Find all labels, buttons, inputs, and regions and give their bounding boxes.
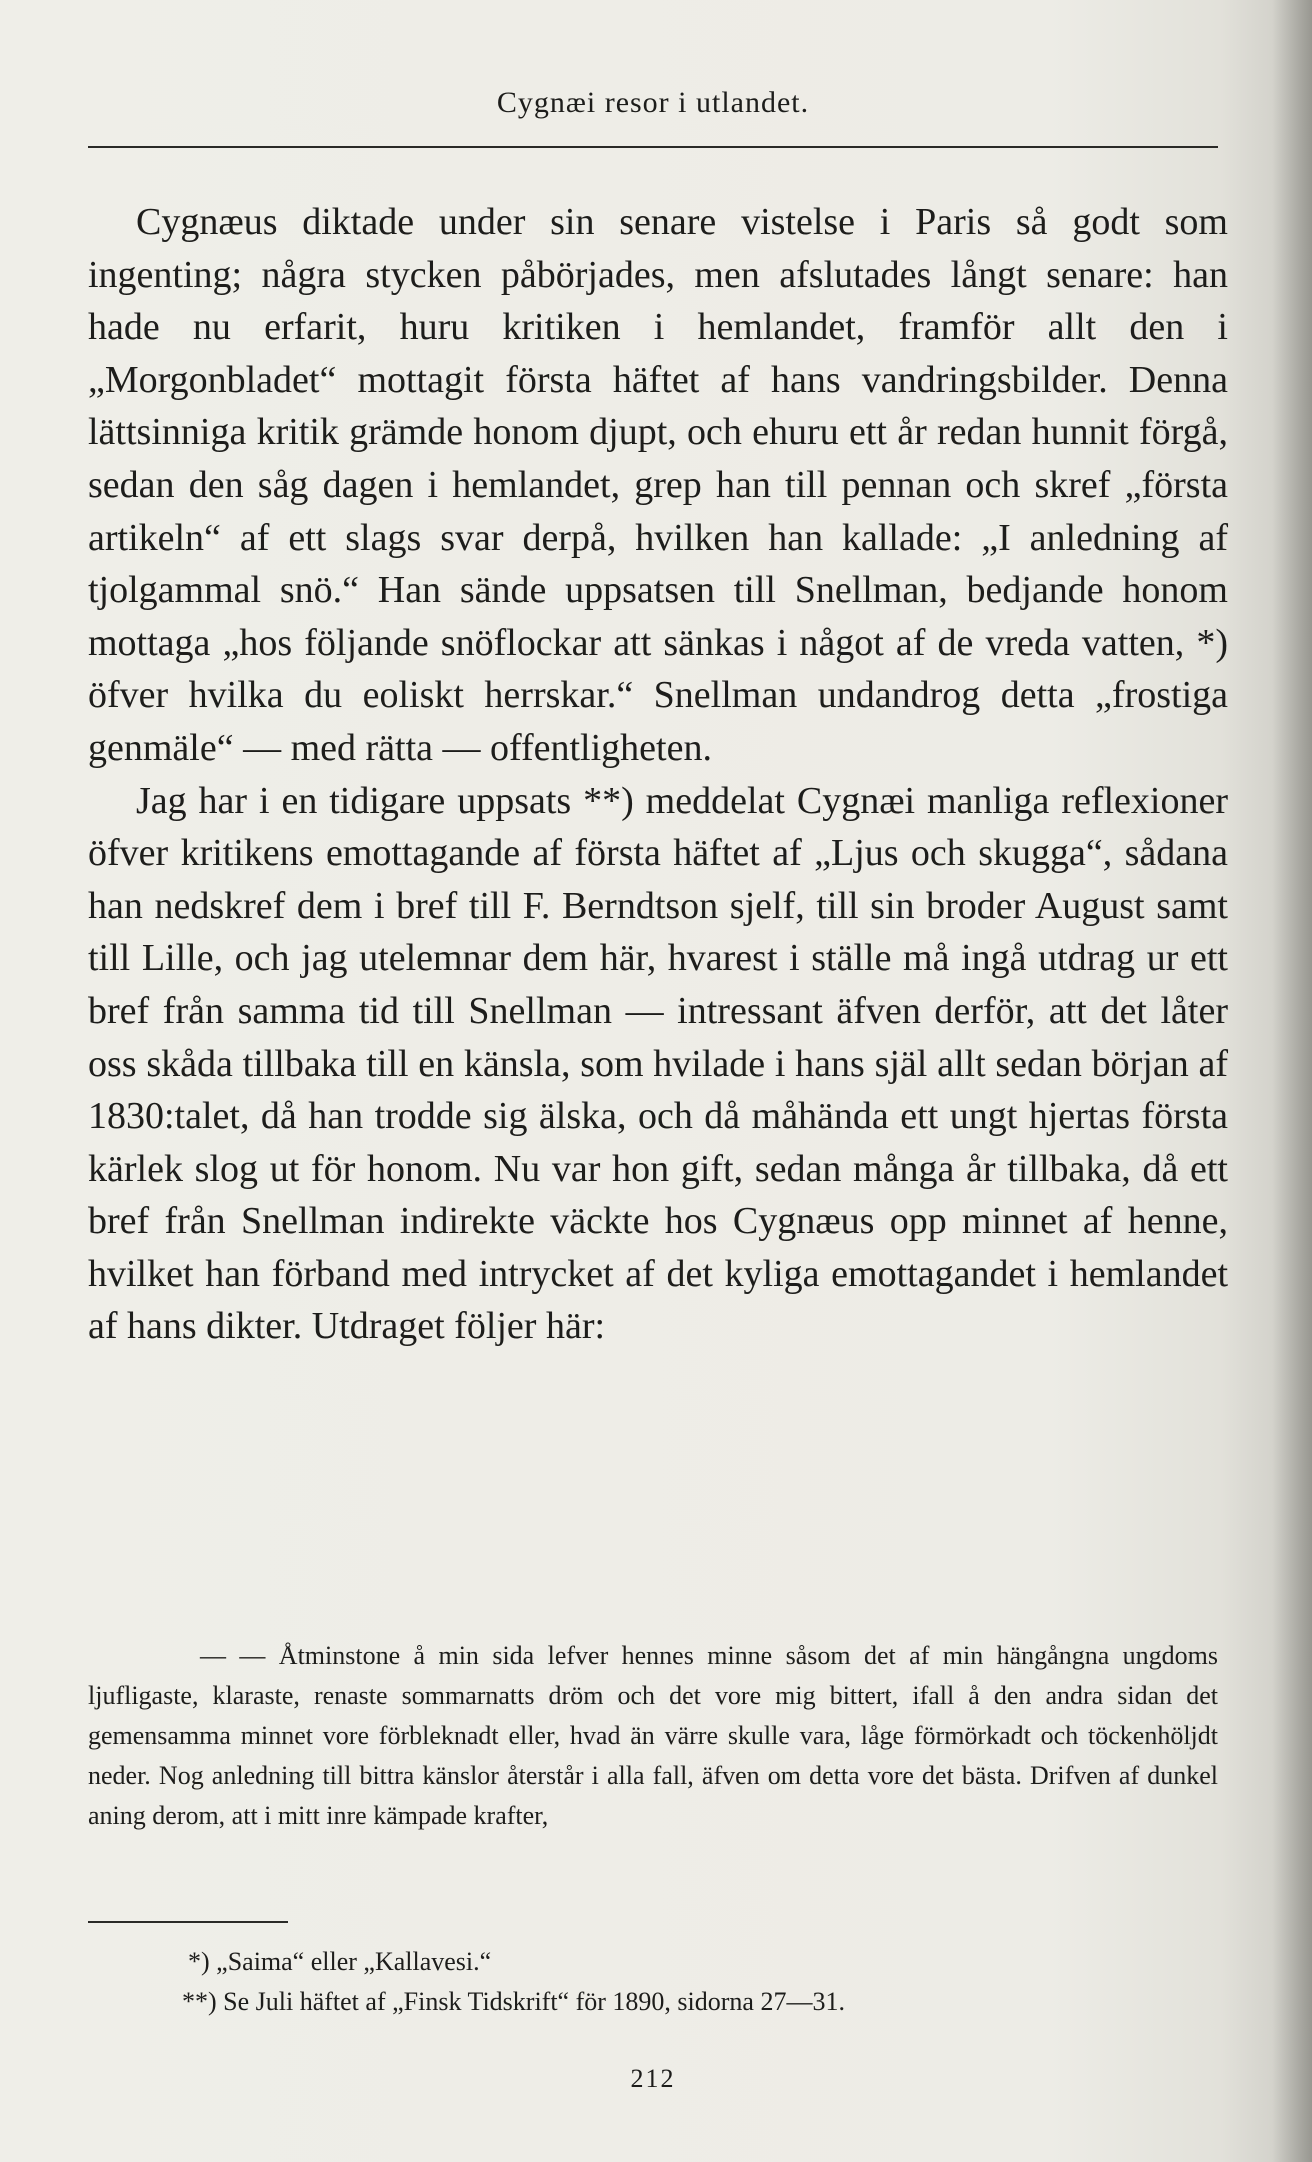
- paragraph-2: Jag har i en tidigare uppsats **) meddelat Cygnæi manliga reflexioner öfver kritikens emottagande af första häftet af „Ljus och skugga“, sådana han nedskref dem i bref till F. Berndtson sjelf, till sin broder August samt till Lille, och jag utelemnar dem här, hvarest i ställe må ingå utdrag ur ett bref från samma tid till Snellman — intressant äfven derför, att det låter oss skåda tillbaka till en känsla, som hvilade i hans själ allt sedan början af 1830:talet, då han trodde sig älska, och då måhända ett ungt hjertas första kärlek slog ut för honom. Nu var hon gift, sedan många år tillbaka, då ett bref från Snellman indirekte väckte hos Cygnæus opp minnet af henne, hvilket han förband med intrycket af det kyliga emottagandet i hemlandet af hans dikter. Utdraget följer här:: [88, 779, 1228, 1348]
- page-number: 212: [630, 2064, 676, 2093]
- header-rule: [88, 146, 1218, 148]
- paragraph-1: Cygnæus diktade under sin senare vistelse i Paris så godt som ingenting; några stycken påbörjades, men afslutades långt senare: han hade nu erfarit, huru kritiken i hemlandet, framför allt den i „Morgonbladet“ mottagit första häftet af hans vandringsbilder. Denna lättsinniga kritik grämde honom djupt, och ehuru ett år redan hunnit förgå, sedan den såg dagen i hemlandet, grep han till pennan och skref „första artikeln“ af ett slags svar derpå, hvilken han kallade: „I anledning af tjolgammal snö.“ Han sände uppsatsen till Snellman, bedjande honom mottaga „hos följande snöflockar att sänkas i något af de vreda vatten, *) öfver hvilka du eoliskt herrskar.“ Snellman undandrog detta „frostiga genmäle“ — med rätta — offentligheten.: [88, 201, 1228, 769]
- page-edge-shadow: [1272, 0, 1312, 2162]
- footnote-2: **) Se Juli häftet af „Finsk Tidskrift“ för 1890, sidorna 27—31.: [182, 1987, 845, 2016]
- quote-text: — — Åtminstone å min sida lefver hennes minne såsom det af min hängångna ungdoms ljufligaste, klaraste, renaste sommarnatts dröm och det vore mig bittert, ifall å den andra sidan det gemensamma minnet vore förbleknadt eller, hvad än värre skulle vara, låge förmörkadt och töckenhöljdt neder. Nog anledning till bittra känslor återstår i alla fall, äfven om detta vore det bästa. Drifven af dunkel aning derom, att i mitt inre kämpade krafter,: [88, 1641, 1218, 1830]
- footnote-1: *) „Saima“ eller „Kallavesi.“: [188, 1947, 492, 1976]
- letter-quote: [88, 1636, 1218, 1836]
- footnotes: [88, 1942, 1218, 2022]
- main-text: [88, 196, 1228, 1353]
- footnote-rule: [88, 1921, 288, 1923]
- running-header: Cygnæi resor i utlandet.: [496, 86, 810, 119]
